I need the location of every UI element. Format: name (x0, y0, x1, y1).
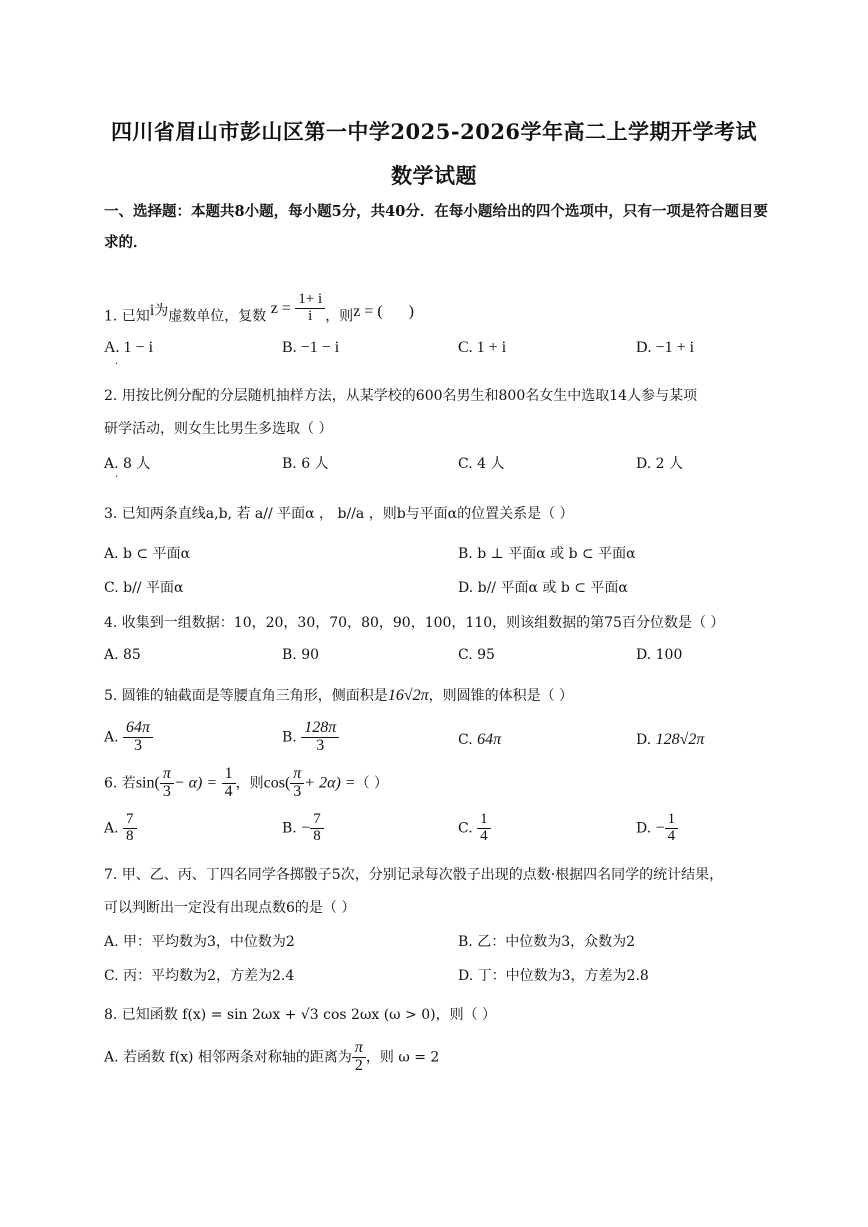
q6-c-num: 1 (477, 812, 491, 829)
question-6 (104, 766, 388, 801)
q1-option-d: D. −1 + i (636, 339, 695, 356)
q5-c-value: 64π (477, 731, 502, 748)
q1-denominator: i (308, 307, 313, 324)
q6-a-num: 7 (123, 812, 137, 829)
q3-option-c: C. b// 平面α (104, 580, 184, 596)
q3-option-b: B. b ⊥ 平面α 或 b ⊂ 平面α (458, 546, 636, 562)
question-3: 3. 已知两条直线a,b, 若 a// 平面α ， b//a ，则b与平面α的位置关系是（ ） (104, 506, 574, 522)
q6-pi2: π (290, 766, 304, 784)
q6-n1: 1 (222, 766, 236, 784)
q6-3b: 3 (293, 782, 302, 800)
q6-b-label: B. (282, 820, 297, 837)
q6-a-fraction (123, 812, 137, 845)
q1-option-c: C. 1 + i (458, 339, 507, 356)
q1-text-d: ，则 (325, 308, 354, 325)
q1-option-b: B. −1 − i (282, 339, 340, 356)
q5-a-num: 64π (123, 720, 153, 738)
q4-option-c: C. 95 (458, 647, 495, 663)
q5-math: 16√2π (387, 687, 429, 704)
q1-text-b: 为 (154, 303, 169, 320)
q7-option-c: C. 丙：平均数为2，方差为2.4 (104, 968, 295, 984)
question-7-line1: 7. 甲、乙、丙、丁四名同学各掷骰子5次，分别记录每次骰子出现的点数·根据四名同学的统计结果， (104, 867, 724, 883)
q2-option-c: C. 4 人 (458, 456, 505, 472)
exam-subtitle: 数学试题 (391, 163, 477, 188)
q6-3a: 3 (162, 782, 171, 800)
q6-d-num: 1 (665, 812, 679, 829)
q7-option-d: D. 丁：中位数为3，方差为2.8 (458, 968, 649, 984)
q5-option-a (104, 720, 153, 755)
q2-dot: . (115, 469, 119, 480)
q1-text-c: 虚数单位，复数 (168, 308, 267, 325)
q5-option-b (282, 720, 339, 755)
q3-option-a: A. b ⊂ 平面α (104, 546, 191, 562)
q1-i: i (149, 302, 155, 320)
q1-close-paren: ) (408, 303, 414, 321)
q1-option-a: A. 1 − i (104, 339, 154, 356)
question-2-line2: 研学活动，则女生比男生多选取（ ） (104, 421, 333, 437)
q5-a-den: 3 (134, 736, 143, 754)
q6-d1: 4 (224, 782, 233, 800)
q4-option-d: D. 100 (636, 647, 683, 663)
q1-fraction (295, 292, 325, 325)
q6-one-quarter (222, 766, 236, 801)
q5-a-fraction (123, 720, 153, 755)
q6-option-a (104, 812, 137, 845)
q5-d-value: 128√2π (655, 731, 705, 748)
q6-pi-over-3-b (290, 766, 304, 801)
q6-text-c: （ ） (355, 775, 389, 792)
q6-sin: sin( (135, 774, 160, 792)
q6-d-fraction (665, 812, 679, 845)
q6-b-den: 8 (313, 827, 321, 844)
question-1 (104, 291, 414, 333)
q5-c-label: C. (458, 732, 473, 748)
q1-text-a: 1. 已知 (104, 308, 150, 325)
q4-option-b: B. 90 (282, 647, 320, 663)
q5-a-label: A. (104, 729, 119, 746)
q6-a-label: A. (104, 820, 119, 837)
question-4: 4. 收集到一组数据：10，20，30，70，80，90，100，110，则该组数据的第75百分位数是（ ） (104, 615, 725, 631)
q4-option-a: A. 85 (104, 647, 141, 663)
q6-a-den: 8 (126, 827, 134, 844)
q5-option-d (636, 731, 704, 749)
q1-numerator: 1+ i (295, 292, 325, 309)
q6-b-sign: − (301, 819, 311, 837)
question-2-line1: 2. 用按比例分配的分层随机抽样方法，从某学校的600名男生和800名女生中选取14人参与某项 (104, 388, 698, 404)
q6-c-den: 4 (480, 827, 488, 844)
q6-d-sign: − (655, 819, 665, 837)
q5-text-a: 5. 圆锥的轴截面是等腰直角三角形，侧面积是 (104, 688, 388, 704)
q6-b-num: 7 (310, 812, 324, 829)
q8-option-a (104, 1040, 439, 1075)
q5-b-num: 128π (301, 720, 339, 738)
q6-pi1: π (160, 766, 174, 784)
q7-option-a: A. 甲：平均数为3，中位数为2 (104, 934, 295, 950)
q6-d-den: 4 (667, 827, 676, 844)
q5-text-b: ，则圆锥的体积是（ ） (428, 688, 574, 704)
q8-a-den: 2 (354, 1056, 363, 1074)
q6-cos: cos( (263, 774, 291, 792)
q2-option-b: B. 6 人 (282, 456, 329, 472)
q6-option-d (636, 812, 678, 845)
q3-option-d: D. b// 平面α 或 b ⊂ 平面α (458, 580, 628, 596)
question-5 (104, 685, 573, 705)
q5-d-label: D. (636, 732, 652, 748)
q5-option-c (458, 731, 501, 749)
exam-title: 四川省眉山市彭山区第一中学2025-2026学年高二上学期开学考试 (110, 119, 758, 144)
q6-option-b (282, 812, 324, 845)
q1-z2: z = ( (353, 303, 383, 321)
q6-minus-alpha: − α) = (173, 774, 218, 792)
question-7-line2: 可以判断出一定没有出现点数6的是（ ） (104, 900, 356, 916)
q6-b-fraction (310, 812, 324, 845)
q5-b-den: 3 (316, 736, 325, 754)
q6-pi-over-3-a (160, 766, 174, 801)
q1-dot: . (115, 356, 119, 367)
q8-a-text-b: ，则 ω = 2 (365, 1049, 440, 1066)
q6-text-b: ，则 (235, 775, 264, 792)
q2-option-d: D. 2 人 (636, 456, 683, 472)
q6-plus-2alpha: + 2α) = (304, 774, 356, 792)
q2-option-a: A. 8 人 (104, 456, 151, 472)
q5-b-label: B. (282, 729, 297, 746)
q6-d-label: D. (636, 820, 652, 837)
q8-a-fraction (352, 1040, 366, 1075)
question-8: 8. 已知函数 f(x) = sin 2ωx + √3 cos 2ωx (ω > 0)，则（ ） (104, 1007, 497, 1023)
q7-option-b: B. 乙：中位数为3，众数为2 (458, 934, 636, 950)
q6-text-a: 6. 若 (104, 775, 136, 792)
q6-option-c (458, 812, 491, 845)
q8-a-num: π (352, 1040, 366, 1058)
section-heading: 一、选择题：本题共8小题，每小题5分，共40分．在每小题给出的四个选项中，只有一项是符合题目要求的． (104, 203, 768, 251)
q6-c-fraction (477, 812, 491, 845)
q5-b-fraction (301, 720, 339, 755)
q8-a-text-a: A. 若函数 f(x) 相邻两条对称轴的距离为 (104, 1049, 352, 1066)
q1-z: z = (270, 300, 291, 318)
q6-c-label: C. (458, 820, 473, 837)
